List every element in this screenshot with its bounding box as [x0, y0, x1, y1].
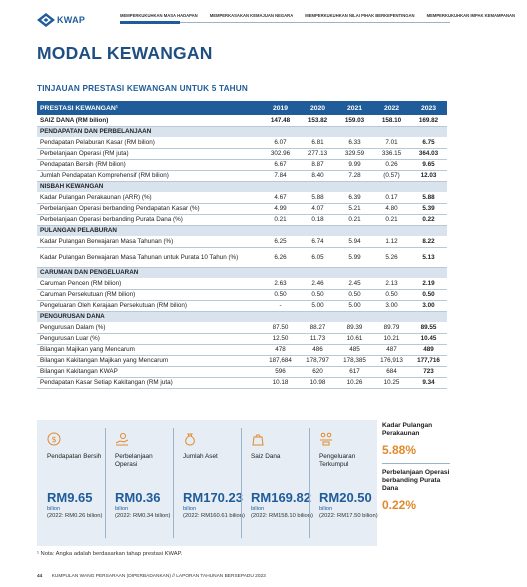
- highlight-unit: bilion: [115, 506, 129, 512]
- table-row: [37, 203, 447, 214]
- nav-item-nilai-pihak[interactable]: MEMPERKUKUHKAN NILAI PIHAK BERKEPENTINGAN: [305, 13, 415, 18]
- highlight-value: RM20.50: [319, 490, 372, 505]
- table-row: [37, 236, 447, 247]
- row-value: 2.45: [336, 278, 373, 289]
- row-value: 5.99: [336, 247, 373, 267]
- row-value: 5.21: [336, 203, 373, 214]
- row-value: 684: [373, 366, 410, 377]
- row-value: 5.88: [410, 192, 447, 203]
- row-value: 2.46: [299, 278, 336, 289]
- row-label: Jumlah Pendapatan Komprehensif (RM bilion): [37, 170, 262, 181]
- table-row: [37, 377, 447, 388]
- row-label: Caruman Persekutuan (RM bilion): [37, 289, 262, 300]
- row-value: 617: [336, 366, 373, 377]
- row-value: 169.82: [410, 115, 447, 126]
- row-value: 8.40: [299, 170, 336, 181]
- table-row: [37, 289, 447, 300]
- row-label: Kadar Pulangan Berwajaran Masa Tahunan untuk Purata 10 Tahun (%): [37, 247, 262, 267]
- table-row: [37, 278, 447, 289]
- highlight-value: RM0.36: [115, 490, 161, 505]
- row-value: 336.15: [373, 148, 410, 159]
- highlight-unit: bilion: [183, 506, 197, 512]
- highlight-card-saiz-dana: [241, 420, 313, 546]
- row-value: 10.61: [336, 333, 373, 344]
- highlight-card-pendapatan-bersih: [37, 420, 105, 546]
- table-section-row: [37, 267, 447, 278]
- row-value: 478: [262, 344, 299, 355]
- row-label: Pengurusan Dalam (%): [37, 322, 262, 333]
- row-value: 9.34: [410, 377, 447, 388]
- row-value: -: [262, 300, 299, 311]
- row-value: 5.00: [336, 300, 373, 311]
- row-value: 0.26: [373, 159, 410, 170]
- row-label: Kadar Pulangan Berwajaran Masa Tahunan (%): [37, 236, 262, 247]
- row-label: Pengurusan Luar (%): [37, 333, 262, 344]
- row-value: 6.07: [262, 137, 299, 148]
- row-value: 4.99: [262, 203, 299, 214]
- row-value: 176,913: [373, 355, 410, 366]
- row-value: 7.28: [336, 170, 373, 181]
- row-value: 9.99: [336, 159, 373, 170]
- coin-dollar-icon: [47, 432, 61, 446]
- row-value: 2.63: [262, 278, 299, 289]
- row-value: 620: [299, 366, 336, 377]
- highlight-card-jumlah-aset: [173, 420, 245, 546]
- table-row: [37, 366, 447, 377]
- row-value: 187,684: [262, 355, 299, 366]
- table-row: [37, 137, 447, 148]
- side-label-opex-ratio: Perbelanjaan Operasi berbanding Purata Dana: [382, 469, 450, 493]
- row-value: 0.50: [262, 289, 299, 300]
- section-label: PENGURUSAN DANA: [37, 311, 447, 322]
- row-value: 12.50: [262, 333, 299, 344]
- row-value: 7.84: [262, 170, 299, 181]
- row-value: 178,797: [299, 355, 336, 366]
- year-header: 2023: [410, 101, 447, 115]
- table-section-row: [37, 225, 447, 236]
- row-value: 10.26: [336, 377, 373, 388]
- row-label: Kadar Pulangan Perakaunan (ARR) (%): [37, 192, 262, 203]
- row-value: 329.59: [336, 148, 373, 159]
- svg-text:$: $: [51, 435, 57, 444]
- section-title: TINJAUAN PRESTASI KEWANGAN UNTUK 5 TAHUN: [37, 84, 249, 93]
- row-value: 6.05: [299, 247, 336, 267]
- row-label: Bilangan Majikan yang Mencarum: [37, 344, 262, 355]
- table-row: [37, 344, 447, 355]
- table-row: [37, 148, 447, 159]
- row-value: 12.03: [410, 170, 447, 181]
- people-coins-icon: [319, 432, 333, 446]
- footnote: ¹ Nota: Angka adalah berdasarkan tahap prestasi KWAP.: [37, 551, 183, 557]
- row-value: 5.13: [410, 247, 447, 267]
- row-value: 10.98: [299, 377, 336, 388]
- table-row: [37, 159, 447, 170]
- highlight-unit: bilion: [47, 506, 61, 512]
- section-label: NISBAH KEWANGAN: [37, 181, 447, 192]
- row-value: 364.03: [410, 148, 447, 159]
- row-value: 485: [336, 344, 373, 355]
- row-value: 302.96: [262, 148, 299, 159]
- table-row: [37, 247, 447, 267]
- row-value: 5.00: [299, 300, 336, 311]
- year-header: 2019: [262, 101, 299, 115]
- year-header: 2022: [373, 101, 410, 115]
- nav-item-impak-kemampanan[interactable]: MEMPERKUKUHKAN IMPAK KEMAMPANAN: [426, 13, 516, 18]
- page-number: 44: [37, 574, 43, 579]
- highlight-value: RM170.23: [183, 490, 243, 505]
- row-value: 7.01: [373, 137, 410, 148]
- row-value: 723: [410, 366, 447, 377]
- side-value-opex-ratio: 0.22%: [382, 498, 417, 513]
- row-value: 277.13: [299, 148, 336, 159]
- kwap-logo-icon: [37, 13, 55, 27]
- row-value: 4.07: [299, 203, 336, 214]
- financial-performance-table: [37, 101, 447, 389]
- nav-item-kemajuan-negara[interactable]: MEMPERKASAKAN KEMAJUAN NEGARA: [209, 13, 294, 18]
- row-value: 489: [410, 344, 447, 355]
- row-value: 0.17: [373, 192, 410, 203]
- highlight-unit: bilion: [319, 506, 333, 512]
- table-section-row: [37, 311, 447, 322]
- table-header-row: [37, 101, 447, 115]
- highlight-unit: bilion: [251, 506, 265, 512]
- row-value: 0.22: [410, 214, 447, 225]
- row-value: 6.75: [410, 137, 447, 148]
- row-label: Pendapatan Pelaburan Kasar (RM bilion): [37, 137, 262, 148]
- row-label: Pendapatan Kasar Setiap Kakitangan (RM juta): [37, 377, 262, 388]
- page-footer: [37, 574, 266, 579]
- nav-item-masa-hadapan[interactable]: MEMPERKUKUHKAN MASA HADAPAN: [120, 13, 198, 18]
- row-value: 6.39: [336, 192, 373, 203]
- section-label: CARUMAN DAN PENGELUARAN: [37, 267, 447, 278]
- highlight-value: RM9.65: [47, 490, 93, 505]
- row-value: 3.00: [410, 300, 447, 311]
- page-title: MODAL KEWANGAN: [37, 43, 213, 63]
- table-section-row: [37, 126, 447, 137]
- highlight-card-pengeluaran-terkumpul: [309, 420, 377, 546]
- row-value: 6.81: [299, 137, 336, 148]
- row-value: 6.26: [262, 247, 299, 267]
- row-value: 3.00: [373, 300, 410, 311]
- row-value: 10.45: [410, 333, 447, 344]
- row-value: 177,716: [410, 355, 447, 366]
- row-value: 89.55: [410, 322, 447, 333]
- row-value: 153.82: [299, 115, 336, 126]
- row-label: Perbelanjaan Operasi (RM juta): [37, 148, 262, 159]
- highlight-label: Jumlah Aset: [183, 453, 218, 460]
- row-value: 178,385: [336, 355, 373, 366]
- row-value: 0.50: [336, 289, 373, 300]
- highlight-label: Saiz Dana: [251, 453, 281, 460]
- table-row: [37, 333, 447, 344]
- nav-rule: [120, 22, 450, 23]
- table-row: [37, 300, 447, 311]
- row-value: 6.74: [299, 236, 336, 247]
- top-nav: [120, 13, 527, 18]
- highlight-previous: (2022: RM160.61 bilion): [183, 513, 245, 519]
- row-value: 487: [373, 344, 410, 355]
- side-label-arr: Kadar Pulangan Perakaunan: [382, 422, 433, 437]
- row-value: 0.21: [262, 214, 299, 225]
- table-row: [37, 192, 447, 203]
- row-label: Perbelanjaan Operasi berbanding Pendapatan Kasar (%): [37, 203, 262, 214]
- row-value: 5.94: [336, 236, 373, 247]
- year-header: 2021: [336, 101, 373, 115]
- row-label: Bilangan Kakitangan KWAP: [37, 366, 262, 377]
- row-value: 89.39: [336, 322, 373, 333]
- row-value: 5.26: [373, 247, 410, 267]
- row-value: 0.21: [336, 214, 373, 225]
- row-label: Pendapatan Bersih (RM bilion): [37, 159, 262, 170]
- row-label: SAIZ DANA (RM bilion): [37, 115, 262, 126]
- row-value: 4.80: [373, 203, 410, 214]
- side-value-arr: 5.88%: [382, 442, 417, 457]
- highlight-card-perbelanjaan-operasi: [105, 420, 173, 546]
- table-row: [37, 115, 447, 126]
- kwap-logo: [37, 13, 85, 27]
- row-value: 10.18: [262, 377, 299, 388]
- table-body: [37, 115, 447, 388]
- row-value: 6.67: [262, 159, 299, 170]
- row-value: 486: [299, 344, 336, 355]
- logo-text: KWAP: [57, 15, 86, 25]
- table-row: [37, 214, 447, 225]
- row-value: 4.67: [262, 192, 299, 203]
- row-value: 89.79: [373, 322, 410, 333]
- row-value: 5.39: [410, 203, 447, 214]
- bag-icon: [251, 432, 265, 446]
- row-value: 11.73: [299, 333, 336, 344]
- row-value: 2.19: [410, 278, 447, 289]
- hand-coins-icon: [115, 432, 129, 446]
- row-value: 596: [262, 366, 299, 377]
- row-value: 5.88: [299, 192, 336, 203]
- row-label: Caruman Pencen (RM bilion): [37, 278, 262, 289]
- side-divider: [382, 463, 450, 464]
- row-value: 0.50: [373, 289, 410, 300]
- highlight-previous: (2022: RM158.10 bilion): [251, 513, 313, 519]
- row-value: 0.21: [373, 214, 410, 225]
- row-value: 147.48: [262, 115, 299, 126]
- table-header-label: PRESTASI KEWANGAN¹: [37, 101, 262, 115]
- table-row: [37, 170, 447, 181]
- money-bag-icon: [183, 432, 197, 446]
- row-value: 159.03: [336, 115, 373, 126]
- highlight-label: Pendapatan Bersih: [47, 453, 102, 460]
- row-value: 8.87: [299, 159, 336, 170]
- highlight-previous: (2022: RM17.50 bilion): [319, 513, 378, 519]
- highlight-label: Pengeluaran Terkumpul: [319, 453, 356, 468]
- row-label: Pengeluaran Oleh Kerajaan Persekutuan (RM bilion): [37, 300, 262, 311]
- row-value: 1.12: [373, 236, 410, 247]
- year-header: 2020: [299, 101, 336, 115]
- row-value: 6.25: [262, 236, 299, 247]
- row-value: 2.13: [373, 278, 410, 289]
- row-value: 8.22: [410, 236, 447, 247]
- row-value: 0.50: [299, 289, 336, 300]
- row-value: 6.33: [336, 137, 373, 148]
- section-label: PULANGAN PELABURAN: [37, 225, 447, 236]
- table-row: [37, 322, 447, 333]
- highlight-previous: (2022: RM0.34 bilion): [115, 513, 171, 519]
- page-header: [0, 0, 516, 36]
- footer-text: KUMPULAN WANG PERSARAAN (DIPERBADANKAN) // LAPORAN TAHUNAN BERSEPADU 2023: [51, 574, 266, 579]
- row-value: 10.21: [373, 333, 410, 344]
- table-section-row: [37, 181, 447, 192]
- row-label: Bilangan Kakitangan Majikan yang Mencarum: [37, 355, 262, 366]
- nav-active-indicator: [120, 21, 180, 24]
- row-label: Perbelanjaan Operasi berbanding Purata Dana (%): [37, 214, 262, 225]
- row-value: 0.50: [410, 289, 447, 300]
- row-value: (0.57): [373, 170, 410, 181]
- row-value: 0.18: [299, 214, 336, 225]
- row-value: 158.10: [373, 115, 410, 126]
- highlight-value: RM169.82: [251, 490, 311, 505]
- highlight-previous: (2022: RM0.26 bilion): [47, 513, 103, 519]
- row-value: 87.50: [262, 322, 299, 333]
- row-value: 10.25: [373, 377, 410, 388]
- table-row: [37, 355, 447, 366]
- row-value: 9.65: [410, 159, 447, 170]
- section-label: PENDAPATAN DAN PERBELANJAAN: [37, 126, 447, 137]
- highlight-label: Perbelanjaan Operasi: [115, 453, 153, 468]
- row-value: 88.27: [299, 322, 336, 333]
- side-highlights: [382, 422, 452, 512]
